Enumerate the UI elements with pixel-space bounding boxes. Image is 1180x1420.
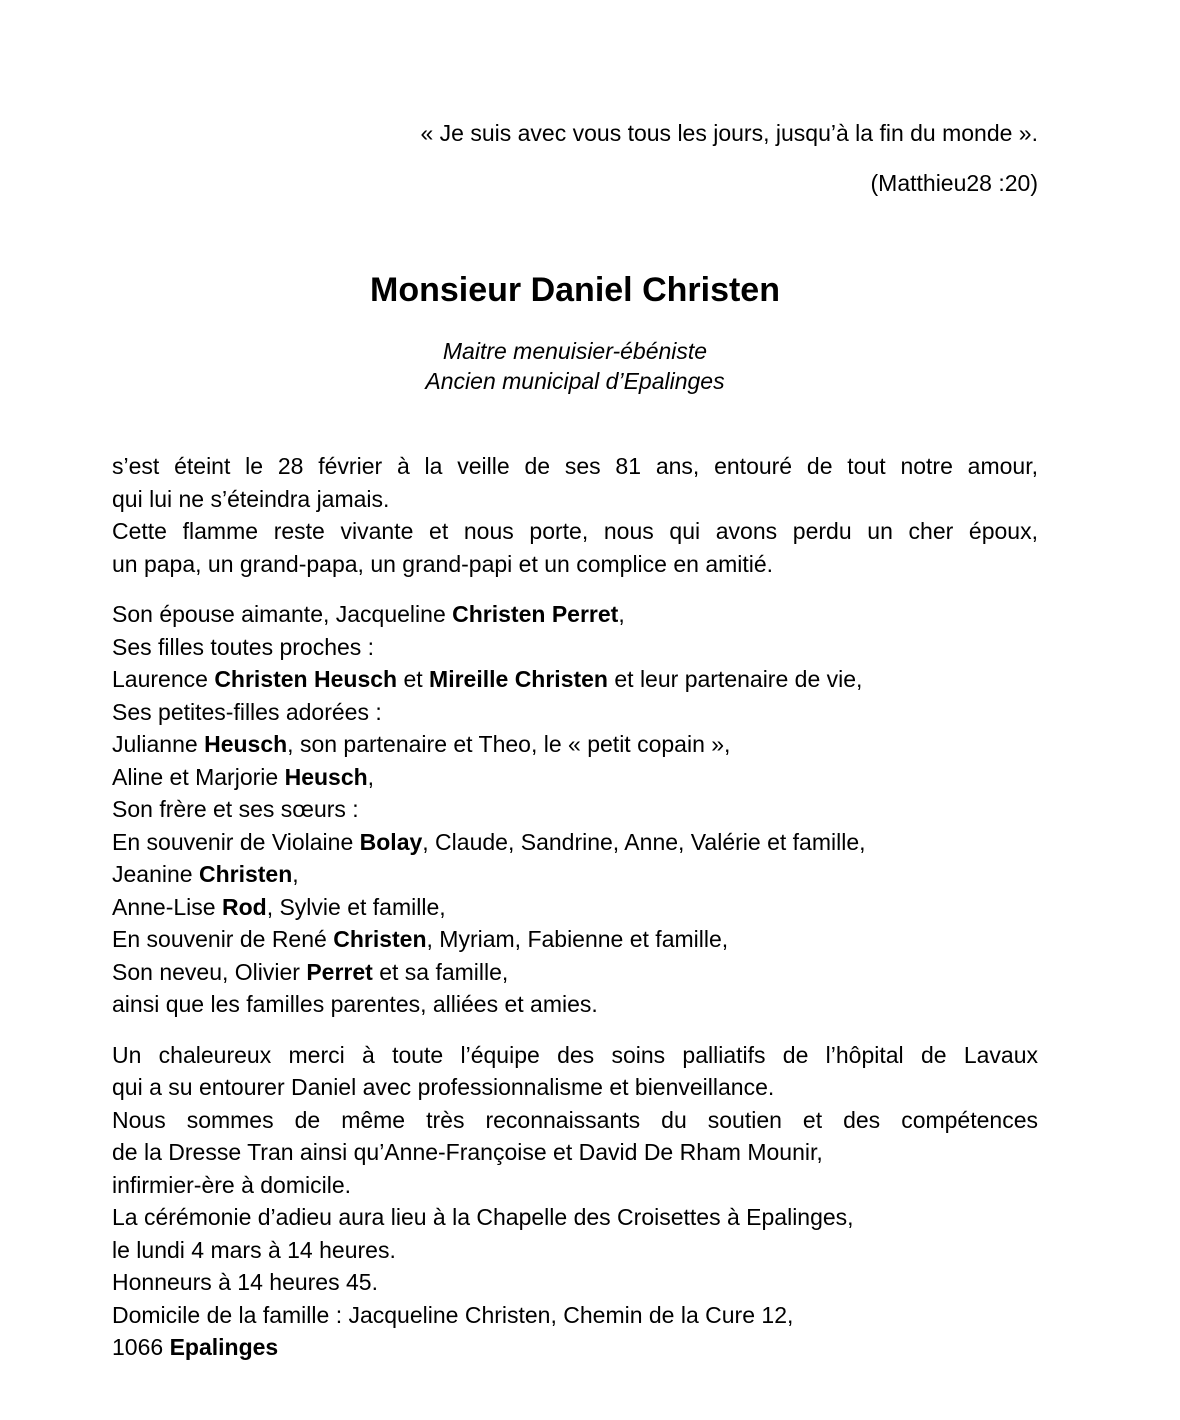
text-segment: qui lui ne s’éteindra jamais. [112,485,390,512]
text-segment: et [397,666,430,692]
text-segment: Ses filles toutes proches : [112,633,375,660]
body-line [112,696,1038,729]
text-segment: , [292,861,299,887]
name-emphasis: Rod [221,893,267,920]
text-segment: Nous sommes de même très reconnaissants du soutien et des compétences [112,1106,1038,1133]
text-segment: un papa, un grand-papa, un grand-papi et un complice en amitié. [112,550,774,577]
name-emphasis: Christen Perret [452,601,619,627]
paragraph [112,1039,1038,1364]
text-segment: , Claude, Sandrine, Anne, Valérie et famille, [422,828,866,855]
name-emphasis: Mireille Christen [429,666,608,692]
deceased-name-title: Monsieur Daniel Christen [370,271,780,309]
text-segment: Honneurs à 14 heures 45. [112,1269,378,1295]
paragraph [112,450,1038,580]
body-line [112,598,1038,631]
body-line [112,858,1038,891]
text-segment: et sa famille, [372,958,509,985]
text-segment: Son épouse aimante, Jacqueline [112,601,453,627]
body-line [112,1039,1038,1072]
text-segment: le lundi 4 mars à 14 heures. [112,1236,396,1263]
body-line [112,988,1038,1021]
text-segment: Jeanine [112,861,199,887]
epigraph-quote: « Je suis avec vous tous les jours, jusqu’à la fin du monde ». [420,120,1038,146]
name-emphasis: Christen [333,926,427,952]
body-line [112,1331,1038,1364]
body-line [112,515,1038,548]
body-line [112,483,1038,516]
text-segment: s’est éteint le 28 février à la veille de ses 81 ans, entouré de tout notre amour, [112,453,1038,479]
paragraph [112,598,1038,1021]
text-segment: Son neveu, Olivier [112,958,307,985]
body-line [112,450,1038,483]
body-line [112,826,1038,859]
text-segment: En souvenir de Violaine [112,828,360,855]
body-line [112,891,1038,924]
name-emphasis: Perret [306,958,373,985]
text-segment: En souvenir de René [112,926,334,952]
body-line [112,1169,1038,1202]
text-segment: Anne-Lise [112,893,222,920]
body-line [112,548,1038,581]
obituary-body [112,450,1038,1364]
body-line [112,1071,1038,1104]
body-line [112,1234,1038,1267]
name-emphasis: Christen Heusch [214,666,398,692]
text-segment: Son frère et ses sœurs : [112,796,359,822]
deceased-subtitles [112,336,1038,396]
epigraph-source-reference: (Matthieu28 :20) [870,170,1038,196]
name-emphasis: Bolay [359,828,423,855]
text-segment: La cérémonie d’adieu aura lieu à la Chapelle des Croisettes à Epalinges, [112,1204,854,1230]
text-segment: , son partenaire et Theo, le « petit copain », [287,731,731,757]
name-emphasis: Heusch [204,731,288,757]
body-line [112,923,1038,956]
name-emphasis: Christen [198,861,293,887]
body-line [112,1201,1038,1234]
name-emphasis: Epalinges [169,1334,279,1360]
body-line [112,631,1038,664]
name-emphasis: Heusch [284,763,368,790]
text-segment: , Sylvie et famille, [266,893,446,920]
body-line [112,793,1038,826]
body-line [112,1299,1038,1332]
text-segment: Un chaleureux merci à toute l’équipe des soins palliatifs de l’hôpital de Lavaux [112,1041,1038,1068]
text-segment: , Myriam, Fabienne et famille, [426,926,729,952]
text-segment: de la Dresse Tran ainsi qu’Anne-Françoise et David De Rham Mounir, [112,1139,823,1165]
body-line [112,1266,1038,1299]
body-line [112,1136,1038,1169]
text-segment: Laurence [112,666,215,692]
body-line [112,956,1038,989]
text-segment: Aline et Marjorie [112,763,285,790]
text-segment: Julianne [112,731,205,757]
body-line [112,761,1038,794]
body-line [112,1104,1038,1137]
subtitle-former-office: Ancien municipal d’Epalinges [425,368,725,394]
text-segment: 1066 [112,1334,170,1360]
text-segment: , [367,763,375,790]
text-segment: , [618,601,625,627]
text-segment: Cette flamme reste vivante et nous porte, nous qui avons perdu un cher époux, [112,518,1038,544]
text-segment: et leur partenaire de vie, [607,666,863,692]
text-segment: qui a su entourer Daniel avec professionnalisme et bienveillance. [112,1074,775,1100]
text-segment: Ses petites-filles adorées : [112,698,382,725]
text-segment: Domicile de la famille : Jacqueline Christen, Chemin de la Cure 12, [112,1301,794,1328]
subtitle-profession: Maitre menuisier-ébéniste [442,338,708,364]
body-line [112,663,1038,696]
text-segment: ainsi que les familles parentes, alliées et amies. [112,991,598,1017]
body-line [112,728,1038,761]
text-segment: infirmier-ère à domicile. [112,1171,352,1198]
